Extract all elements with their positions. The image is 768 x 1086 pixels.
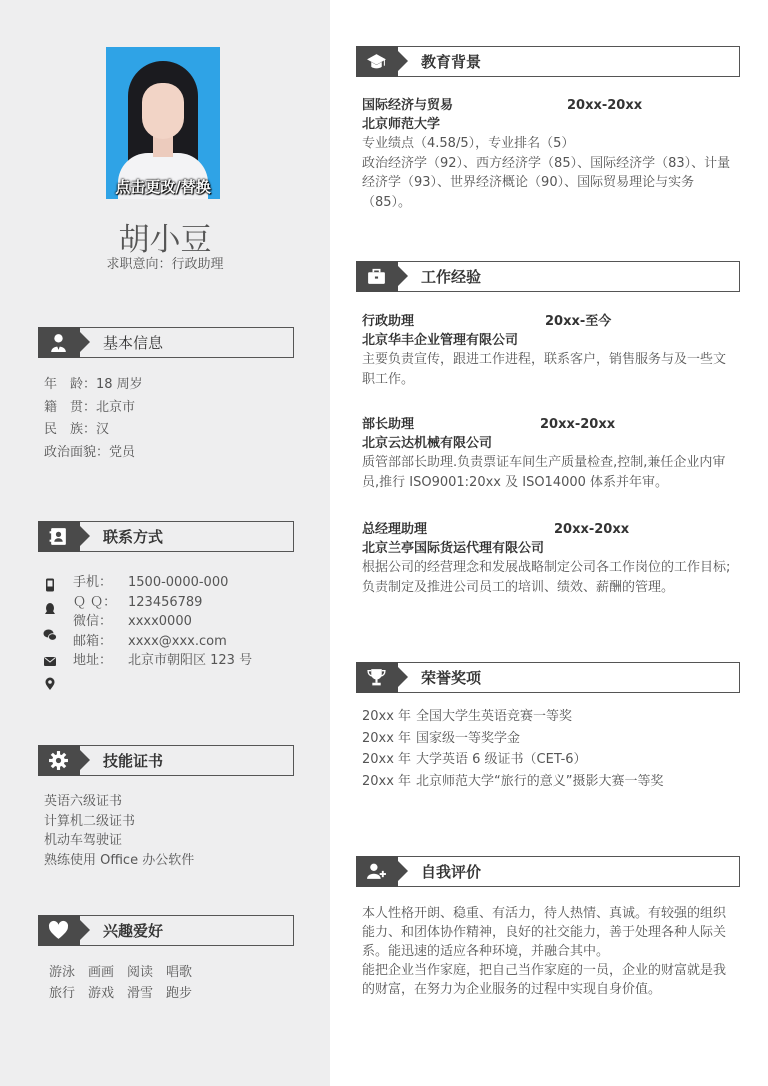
basic-info-item: 籍 贯：北京市 xyxy=(44,399,136,415)
contact-label: 微信： xyxy=(73,614,113,629)
photo-change-label[interactable]: 点击更改/替换 xyxy=(115,178,211,196)
education-gpa: 专业绩点（4.58/5），专业排名（5） xyxy=(362,136,575,151)
work-title: 部长助理 xyxy=(362,417,415,432)
skill-item: 机动车驾驶证 xyxy=(44,833,123,848)
award-text: 国家级一等奖学金 xyxy=(416,730,521,746)
contact-item-phone xyxy=(73,573,252,593)
self-eval-paragraph: 本人性格开朗、稳重、有活力，待人热情、真诚。有较强的组织能力、和团体协作精神，良好的社交能力，善于处理各种人际关系。能迅速的适应各种环境，并融合其中。 xyxy=(362,906,727,959)
badge xyxy=(356,261,398,292)
person-name: 胡小豆 xyxy=(118,222,212,258)
badge xyxy=(356,856,398,887)
skill-item: 计算机二级证书 xyxy=(44,813,136,829)
hobby-item: 游戏 xyxy=(88,986,115,1001)
badge xyxy=(38,327,80,358)
contact-list xyxy=(73,573,252,671)
skill-item: 英语六级证书 xyxy=(44,794,123,809)
hobbies-list xyxy=(49,962,209,1004)
section-header-self xyxy=(356,856,740,887)
self-evaluation xyxy=(362,904,734,999)
skill-item: 熟练使用 Office 办公软件 xyxy=(44,852,195,868)
education-entry xyxy=(362,96,734,212)
award-text: 大学英语 6 级证书（CET-6） xyxy=(416,752,587,767)
hobby-item: 旅行 xyxy=(49,986,76,1001)
work-desc: 根据公司的经营理念和发展战略制定公司各工作岗位的工作目标;负责制定及推进公司员工的培训、绩效、薪酬的管理。 xyxy=(362,560,731,595)
education-courses: 政治经济学（92）、西方经济学（85）、国际经济学（83）、计量经济学（93）、世界经济概论（90）、国际贸易理论与实务（85）。 xyxy=(362,155,731,210)
section-header-basic xyxy=(38,327,294,358)
qq-icon xyxy=(43,602,57,616)
contact-value: xxxx0000 xyxy=(128,614,192,629)
work-line xyxy=(362,415,734,434)
photo-face xyxy=(142,83,184,139)
job-intent: 求职意向：行政助理 xyxy=(106,257,224,272)
gear-icon xyxy=(48,750,69,771)
hobby-item: 阅读 xyxy=(127,965,154,980)
work-date: 20xx-20xx xyxy=(554,522,630,537)
skills-list xyxy=(44,792,194,870)
work-title: 行政助理 xyxy=(362,314,415,329)
badge xyxy=(38,915,80,946)
basic-info-item: 年 龄：18 周岁 xyxy=(44,377,143,392)
work-entry xyxy=(362,520,734,597)
contact-label: 手机： xyxy=(73,575,113,590)
contact-value: 北京市朝阳区 123 号 xyxy=(128,653,253,668)
award-year: 20xx 年 xyxy=(362,730,412,746)
section-title: 自我评价 xyxy=(421,863,482,881)
work-company: 北京华丰企业管理有限公司 xyxy=(362,333,519,348)
work-entry xyxy=(362,415,734,492)
add-person-icon xyxy=(366,861,387,882)
self-eval-paragraph: 能把企业当作家庭，把自己当作家庭的一员，企业的财富就是我的财富，在努力为企业服务的过程中实现自身价值。 xyxy=(362,963,727,997)
contact-value: 123456789 xyxy=(128,594,203,610)
award-year: 20xx 年 xyxy=(362,773,412,789)
basic-info-list xyxy=(44,374,143,464)
work-desc: 质管部部长助理.负责票证车间生产质量检查,控制,兼任企业内审员,推行 ISO9001:20xx 及 ISO14000 体系并年审。 xyxy=(362,455,726,490)
section-header-skills xyxy=(38,745,294,776)
contact-value: xxxx@xxx.com xyxy=(128,633,227,649)
heart-icon xyxy=(48,920,69,941)
section-header-work xyxy=(356,261,740,292)
work-date: 20xx-至今 xyxy=(545,314,612,329)
basic-info-item: 民 族：汉 xyxy=(44,422,110,437)
award-item xyxy=(362,706,663,728)
contact-item-address xyxy=(73,651,252,671)
award-item xyxy=(362,771,663,793)
work-desc: 主要负责宣传，跟进工作进程，联系客户，销售服务与及一些文职工作。 xyxy=(362,352,727,387)
award-text: 北京师范大学“旅行的意义”摄影大赛一等奖 xyxy=(416,773,664,789)
work-line xyxy=(362,520,734,539)
education-school: 北京师范大学 xyxy=(362,117,441,132)
section-title: 兴趣爱好 xyxy=(103,922,164,940)
section-title: 教育背景 xyxy=(421,53,482,71)
work-entry xyxy=(362,312,734,389)
section-title: 基本信息 xyxy=(103,334,164,352)
contact-book-icon xyxy=(48,526,69,547)
education-date: 20xx-20xx xyxy=(567,98,643,113)
hobby-item: 画画 xyxy=(88,965,115,980)
profile-photo[interactable] xyxy=(106,47,220,199)
work-company: 北京云达机械有限公司 xyxy=(362,436,493,451)
contact-value: 1500-0000-000 xyxy=(128,575,229,590)
education-major: 国际经济与贸易 xyxy=(362,98,454,113)
work-title: 总经理助理 xyxy=(362,522,428,537)
section-header-contact xyxy=(38,521,294,552)
section-header-education xyxy=(356,46,740,77)
award-text: 全国大学生英语竞赛一等奖 xyxy=(416,709,573,724)
section-title: 荣誉奖项 xyxy=(421,669,482,687)
section-header-awards xyxy=(356,662,740,693)
hobby-item: 游泳 xyxy=(49,965,76,980)
education-line xyxy=(362,96,734,115)
wechat-icon xyxy=(43,628,57,642)
section-title: 工作经验 xyxy=(421,268,482,286)
award-item xyxy=(362,749,663,771)
basic-info-item: 政治面貌：党员 xyxy=(44,444,136,460)
contact-item-email xyxy=(73,632,252,652)
work-date: 20xx-20xx xyxy=(540,417,616,432)
contact-label: Ｑ Ｑ： xyxy=(73,594,117,610)
badge xyxy=(356,46,398,77)
badge xyxy=(356,662,398,693)
work-line xyxy=(362,312,734,331)
hobby-item: 唱歌 xyxy=(166,965,193,980)
hobby-item: 滑雪 xyxy=(127,986,154,1001)
graduation-cap-icon xyxy=(366,51,387,72)
person-icon xyxy=(48,332,69,353)
mail-icon xyxy=(43,654,57,668)
contact-item-wechat xyxy=(73,612,252,632)
briefcase-icon xyxy=(366,266,387,287)
awards-list xyxy=(362,706,663,792)
section-title: 联系方式 xyxy=(103,528,164,546)
work-company: 北京兰亭国际货运代理有限公司 xyxy=(362,541,545,556)
award-year: 20xx 年 xyxy=(362,752,412,767)
section-title: 技能证书 xyxy=(103,752,164,770)
hobby-item: 跑步 xyxy=(166,986,193,1001)
location-icon xyxy=(43,677,57,691)
contact-item-qq xyxy=(73,593,252,613)
contact-label: 邮箱： xyxy=(73,633,113,649)
award-item xyxy=(362,728,663,750)
badge xyxy=(38,745,80,776)
award-year: 20xx 年 xyxy=(362,709,412,724)
phone-icon xyxy=(43,578,57,592)
section-header-hobbies xyxy=(38,915,294,946)
trophy-icon xyxy=(366,667,387,688)
contact-label: 地址： xyxy=(73,653,113,668)
badge xyxy=(38,521,80,552)
